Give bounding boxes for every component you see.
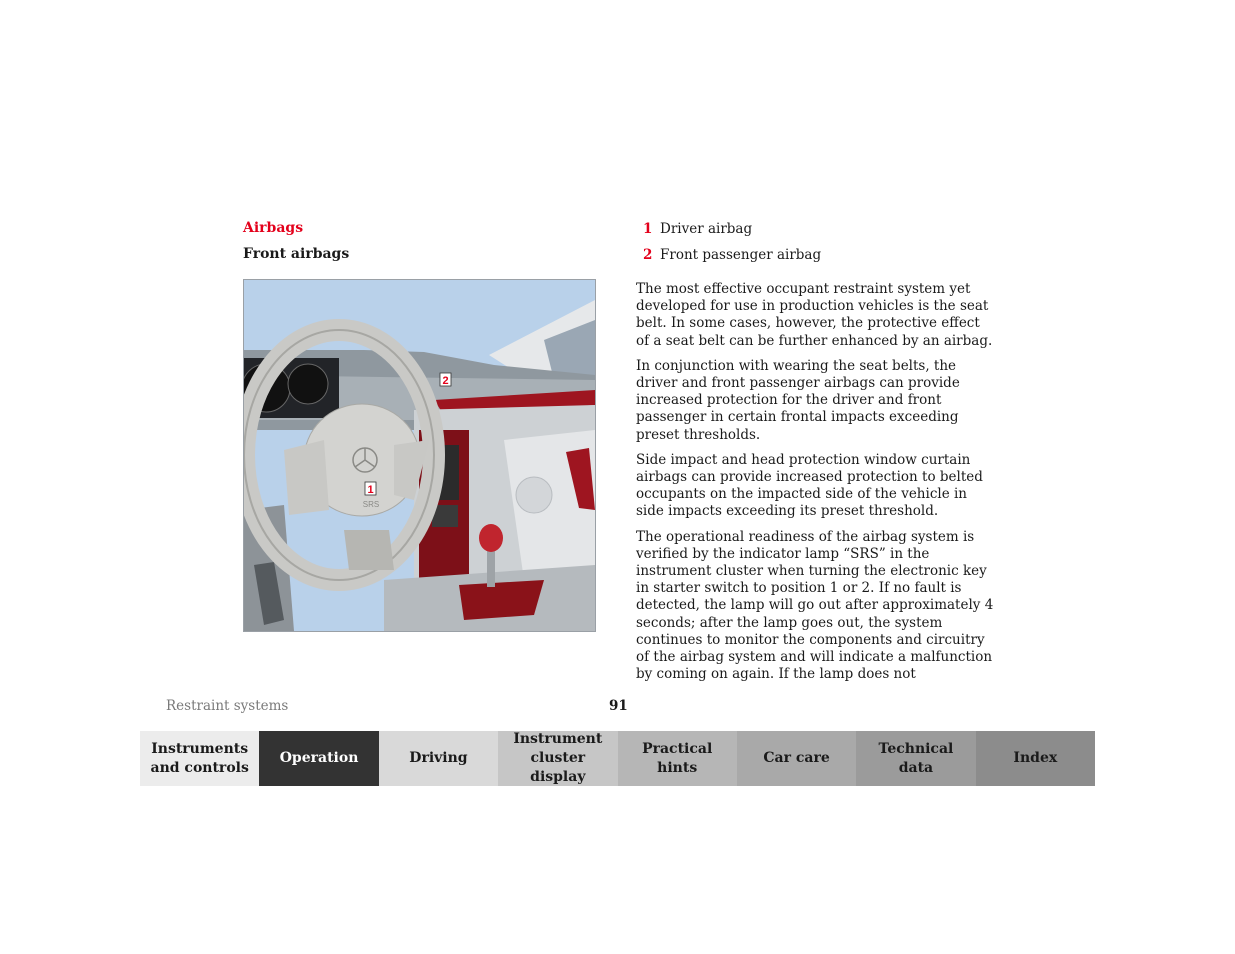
legend-number: 1 (643, 221, 653, 237)
tab-practical-hints[interactable]: Practical hints (618, 731, 737, 786)
dashboard-illustration (243, 279, 596, 632)
section-heading: Airbags (243, 220, 304, 236)
tab-operation[interactable]: Operation (259, 731, 378, 786)
subheading: Front airbags (243, 246, 350, 262)
legend-number: 2 (643, 247, 653, 263)
paragraph: Side impact and head protection window curtain airbags can provide increased protection to belted occupants on the impacted side of the vehicle in side impacts exceeding its preset threshold. (636, 451, 983, 520)
paragraph: In conjunction with wearing the seat belts, the driver and front passenger airbags can provide increased protection for the driver and front passenger in certain frontal impacts exceeding preset thresholds. (636, 357, 960, 443)
body-text (636, 281, 996, 691)
tab-instruments-and-controls[interactable]: Instruments and controls (140, 731, 259, 786)
tab-technical-data[interactable]: Technical data (856, 731, 975, 786)
legend-item-driver-airbag (643, 221, 752, 237)
paragraph: The operational readiness of the airbag system is verified by the indicator lamp “SRS” in the instrument cluster when turning the electronic key in starter switch to position 1 or 2. If no fault is detected, the lamp will go out after approximately 4 seconds; after the lamp goes out, the system continues to monitor the components and circuitry of the airbag system and will indicate a malfunction by coming on again. If the lamp does not (636, 528, 994, 683)
callout-1: 1 (367, 484, 374, 496)
paragraph: The most effective occupant restraint system yet developed for use in production vehicles is the seat belt. In some cases, however, the protective effect of a seat belt can be further enhanced by an airbag. (636, 281, 993, 349)
footer-section-name: Restraint systems (166, 698, 289, 714)
legend-item-passenger-airbag (643, 247, 821, 263)
tab-index[interactable]: Index (976, 731, 1095, 786)
srs-label: SRS (362, 500, 380, 509)
page-number: 91 (609, 698, 628, 714)
legend-label: Front passenger airbag (660, 247, 822, 263)
callout-2: 2 (442, 375, 449, 387)
legend-label: Driver airbag (660, 221, 753, 237)
tab-instrument-cluster-display[interactable]: Instrument cluster display (498, 731, 617, 786)
chapter-nav (140, 731, 1095, 786)
tab-driving[interactable]: Driving (379, 731, 498, 786)
tab-car-care[interactable]: Car care (737, 731, 856, 786)
